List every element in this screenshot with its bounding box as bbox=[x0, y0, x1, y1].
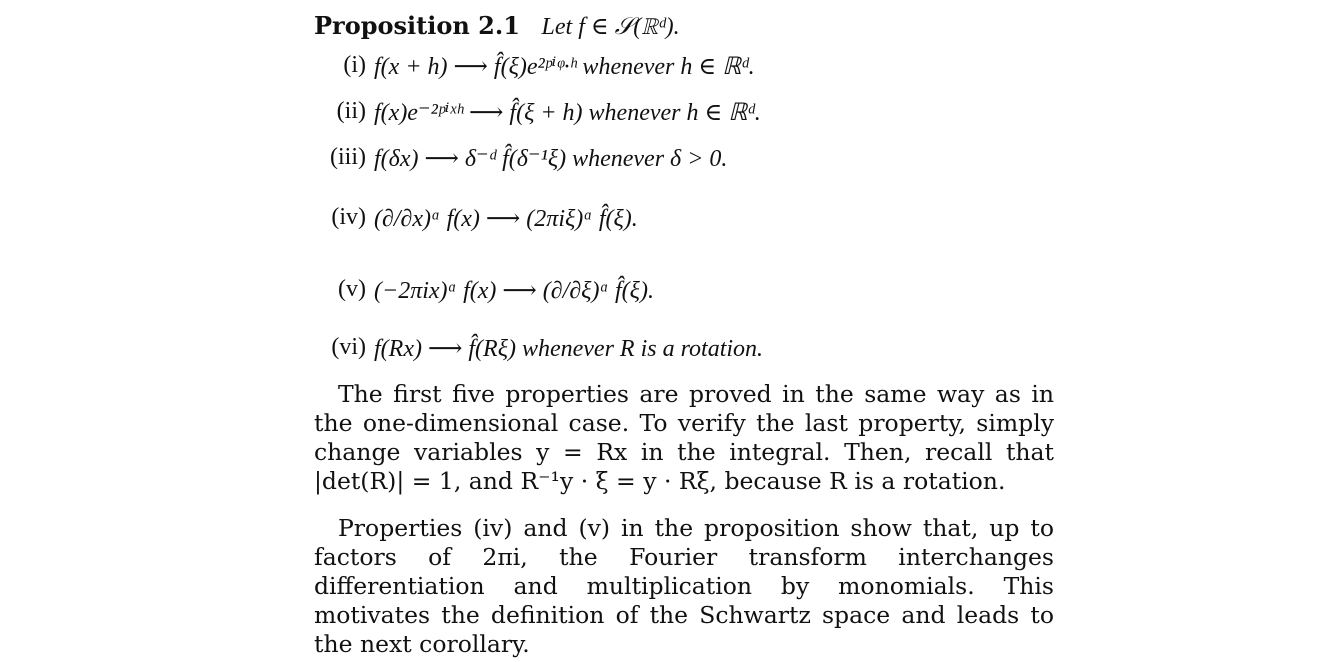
property-item-i bbox=[314, 52, 1054, 98]
property-formula: f(x + h) ⟶ f̂(ξ)e²ᵖⁱᵠ·ʰ whenever h ∈ ℝᵈ. bbox=[374, 54, 755, 80]
property-label: (v) bbox=[338, 276, 366, 302]
paragraph: Properties (iv) and (v) in the proposition show that, up to factors of 2πi, the Fourier transform interchanges differentiation and multiplication by monomials. This motivates the definition of the Schwartz space and leads to the next corollary. bbox=[314, 514, 1054, 658]
property-item-vi bbox=[314, 334, 1054, 380]
property-label: (i) bbox=[343, 52, 366, 78]
proposition-title: Proposition 2.1 bbox=[314, 11, 520, 40]
body-text bbox=[314, 380, 1054, 659]
property-label: (vi) bbox=[331, 334, 366, 360]
property-label: (iv) bbox=[331, 204, 366, 230]
property-item-iv bbox=[314, 190, 1054, 262]
proposition-header bbox=[314, 6, 1054, 46]
property-item-iii bbox=[314, 144, 1054, 190]
paragraph: The first five properties are proved in the same way as in the one-dimensional case. To verify the last property, simply change variables y = Rx in the integral. Then, recall that |det(R)| = 1, and R⁻¹y · ξ = y · Rξ, because R is a rotation. bbox=[314, 380, 1054, 495]
property-label: (ii) bbox=[336, 98, 366, 124]
property-formula: f(Rx) ⟶ f̂(Rξ) whenever R is a rotation. bbox=[374, 336, 764, 362]
property-formula: (∂/∂x)ᵅ f(x) ⟶ (2πiξ)ᵅ f̂(ξ). bbox=[374, 206, 638, 232]
document-page bbox=[314, 6, 1054, 659]
property-item-ii bbox=[314, 98, 1054, 144]
proposition-statement: Let f ∈ 𝒮(ℝᵈ). bbox=[541, 14, 680, 40]
property-item-v bbox=[314, 262, 1054, 334]
property-label: (iii) bbox=[330, 144, 366, 170]
property-formula: (−2πix)ᵅ f(x) ⟶ (∂/∂ξ)ᵅ f̂(ξ). bbox=[374, 278, 654, 304]
property-formula: f(x)e⁻²ᵖⁱˣʰ ⟶ f̂(ξ + h) whenever h ∈ ℝᵈ. bbox=[374, 100, 761, 126]
property-formula: f(δx) ⟶ δ⁻ᵈ f̂(δ⁻¹ξ) whenever δ > 0. bbox=[374, 146, 728, 172]
